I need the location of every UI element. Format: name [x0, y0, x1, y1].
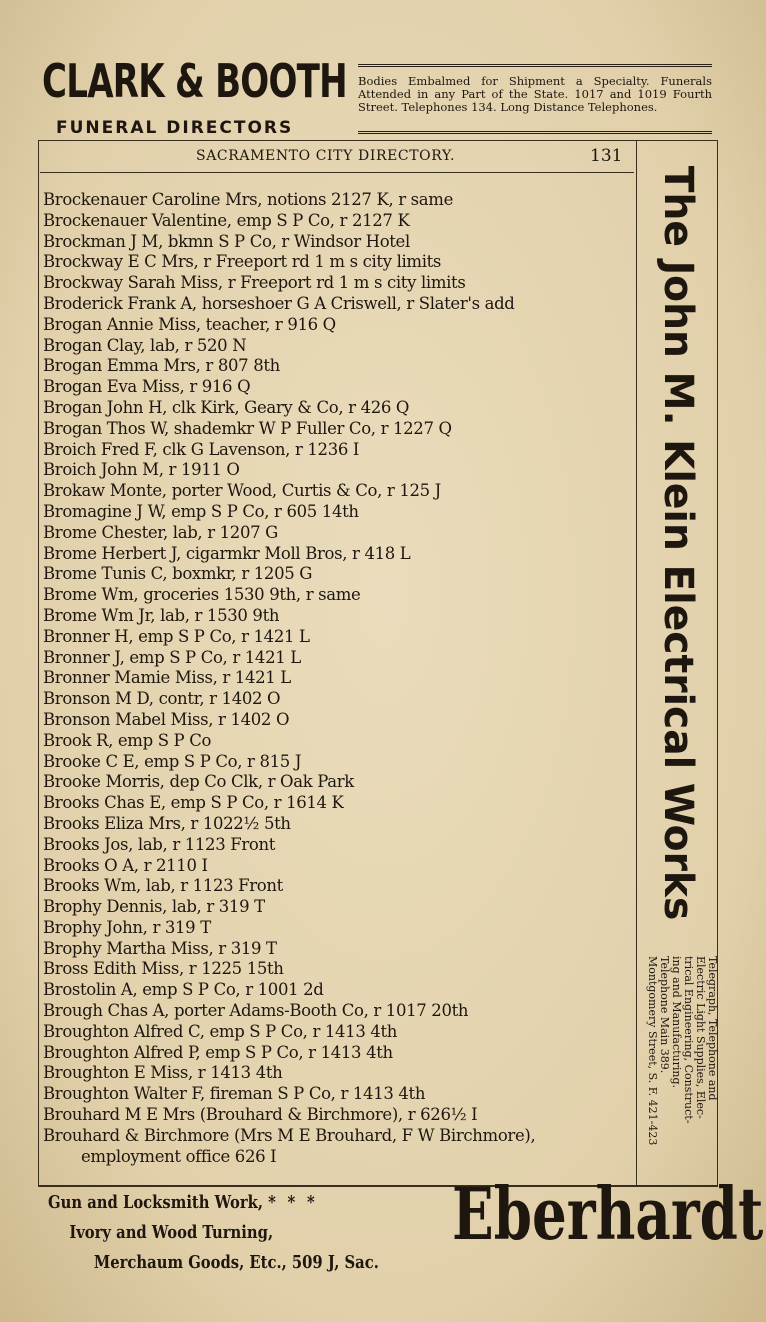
footer-text-1: Gun and Locksmith Work, — [48, 1192, 263, 1213]
list-item: Brockway Sarah Miss, r Freeport rd 1 m s city limits — [43, 273, 466, 293]
side-ad-details — [646, 956, 726, 1178]
footer-ornament: * * * — [268, 1192, 318, 1213]
list-item: Broughton Alfred P, emp S P Co, r 1413 4th — [43, 1042, 393, 1062]
list-item: Brook R, emp S P Co — [43, 730, 212, 750]
side-ad-line: Electric Light Supplies, Elec- — [694, 956, 707, 1119]
list-item: Brogan Thos W, shademkr W P Fuller Co, r 1227 Q — [43, 418, 452, 438]
footer-brand: Eberhardt — [452, 1171, 764, 1256]
list-item: Brooks O A, r 2110 I — [43, 855, 208, 875]
list-item: Broughton Alfred C, emp S P Co, r 1413 4th — [43, 1021, 398, 1041]
side-ad-line: trical Engineering, Construct- — [682, 956, 695, 1124]
list-item: Bronner J, emp S P Co, r 1421 L — [43, 647, 301, 667]
list-item: Brophy Martha Miss, r 319 T — [43, 938, 277, 958]
list-item: Bronner H, emp S P Co, r 1421 L — [43, 626, 310, 646]
directory-entries — [43, 190, 638, 1167]
list-item: Brockenauer Caroline Mrs, notions 2127 K, r same — [43, 190, 453, 209]
list-item: Broich John M, r 1911 O — [43, 460, 240, 480]
footer-ad-left — [48, 1188, 428, 1278]
list-item: Brogan Clay, lab, r 520 N — [43, 335, 247, 355]
side-ad-title: The John M. Klein Electrical Works — [655, 165, 701, 921]
list-item: Brouhard M E Mrs (Brouhard & Birchmore), r 626½ I — [43, 1105, 478, 1125]
list-item: Brockway E C Mrs, r Freeport rd 1 m s city limits — [43, 252, 442, 272]
list-item: Brome Tunis C, boxmkr, r 1205 G — [43, 564, 313, 584]
running-head — [40, 146, 634, 173]
side-ad-line: Telephone Main 389. — [658, 956, 671, 1074]
side-ad-line: Telegraph, Telephone and — [706, 956, 719, 1101]
footer-line-3: Merchaum Goods, Etc., 509 J, Sac. — [93, 1252, 379, 1273]
firm-subtitle: FUNERAL DIRECTORS — [56, 118, 294, 138]
list-item: Broughton E Miss, r 1413 4th — [43, 1063, 283, 1083]
list-item: Brogan Eva Miss, r 916 Q — [43, 377, 251, 397]
list-item: Brooke C E, emp S P Co, r 815 J — [43, 751, 302, 771]
list-item: Bronner Mamie Miss, r 1421 L — [43, 668, 291, 688]
side-ad-line: Montgomery Street, S. F. 421-423 — [646, 956, 659, 1146]
list-item: Broughton Walter F, fireman S P Co, r 1413 4th — [43, 1084, 426, 1104]
list-item: Brogan John H, clk Kirk, Geary & Co, r 426 Q — [43, 397, 410, 417]
list-item: Bromagine J W, emp S P Co, r 605 14th — [43, 501, 359, 521]
list-item: Brokaw Monte, porter Wood, Curtis & Co, r 125 J — [43, 481, 441, 501]
list-item: Bross Edith Miss, r 1225 15th — [43, 959, 284, 979]
list-item: Brome Herbert J, cigarmkr Moll Bros, r 418 L — [43, 543, 411, 563]
list-item: Broich Fred F, clk G Lavenson, r 1236 I — [43, 439, 360, 459]
list-item: Brogan Annie Miss, teacher, r 916 Q — [43, 314, 336, 334]
list-item: Brooke Morris, dep Co Clk, r Oak Park — [43, 772, 354, 792]
side-ad-line: ing and Manufacturing. — [670, 956, 683, 1089]
list-item: Brome Wm, groceries 1530 9th, r same — [43, 585, 361, 605]
list-item: Brough Chas A, porter Adams-Booth Co, r 1017 20th — [43, 1001, 469, 1021]
firm-name: CLARK & BOOTH — [42, 54, 347, 108]
list-item: Brooks Eliza Mrs, r 1022½ 5th — [43, 813, 291, 833]
list-item: Brostolin A, emp S P Co, r 1001 2d — [43, 980, 324, 1000]
footer-line-1 — [48, 1188, 360, 1218]
directory-title: SACRAMENTO CITY DIRECTORY. — [196, 148, 456, 164]
list-item-continuation: employment office 626 I — [81, 1146, 277, 1166]
list-item: Broderick Frank A, horseshoer G A Criswell, r Slater's add — [43, 293, 515, 313]
list-item: Brooks Wm, lab, r 1123 Front — [43, 876, 283, 896]
footer-line-2: Ivory and Wood Turning, — [69, 1222, 274, 1243]
list-item: Brooks Chas E, emp S P Co, r 1614 K — [43, 793, 344, 813]
list-item: Brome Chester, lab, r 1207 G — [43, 522, 278, 542]
list-item: Brockenauer Valentine, emp S P Co, r 2127 K — [43, 210, 410, 230]
list-item: Brooks Jos, lab, r 1123 Front — [43, 834, 276, 854]
list-item: Brome Wm Jr, lab, r 1530 9th — [43, 605, 280, 625]
list-item: Brogan Emma Mrs, r 807 8th — [43, 356, 280, 376]
header-ad-text: Bodies Embalmed for Shipment a Specialty. Funerals Attended in any Part of the State. 1017 and 1019 Fourth Street. Telephones 134. Long Distance Telephones. — [358, 74, 712, 114]
list-item: Bronson Mabel Miss, r 1402 O — [43, 709, 290, 729]
list-item: Brouhard & Birchmore (Mrs M E Brouhard, F W Birchmore), — [43, 1125, 536, 1145]
list-item: Brophy Dennis, lab, r 319 T — [43, 897, 265, 917]
list-item: Bronson M D, contr, r 1402 O — [43, 689, 281, 709]
page-number: 131 — [590, 146, 623, 166]
list-item: Brophy John, r 319 T — [43, 917, 211, 937]
header-ad-box — [358, 64, 712, 134]
list-item: Brockman J M, bkmn S P Co, r Windsor Hotel — [43, 231, 410, 251]
